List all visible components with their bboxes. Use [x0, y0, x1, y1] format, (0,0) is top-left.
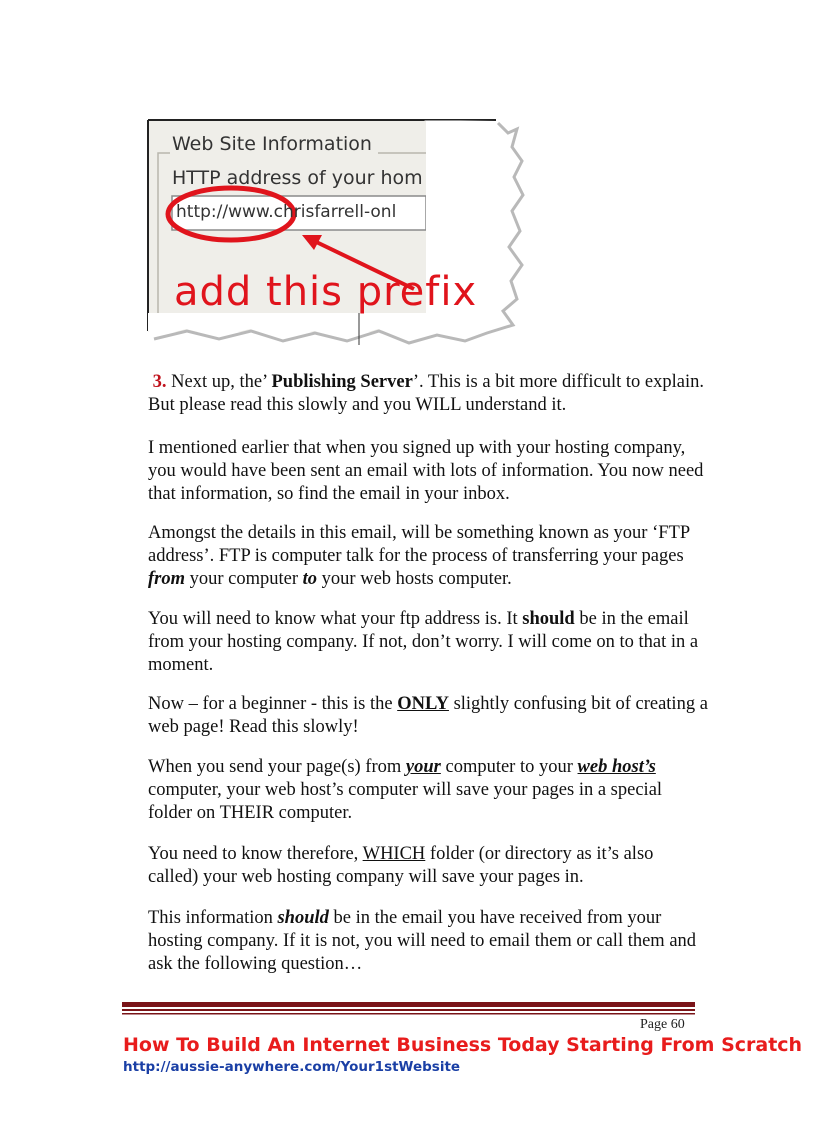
text-run: This information: [148, 908, 278, 928]
page-number: Page 60: [640, 1017, 685, 1032]
paragraph-ftp-know: [148, 608, 708, 677]
text-run: You need to know therefore,: [148, 844, 363, 864]
step-number: 3.: [152, 372, 167, 392]
emphasis-from: from: [148, 569, 185, 589]
paragraph-confusing-bit: [148, 693, 708, 739]
text-run: Now – for a beginner - this is the: [148, 694, 398, 714]
text-run: When you send your page(s) from: [148, 757, 406, 777]
text-run: computer, your web host’s computer will save your pages in a special folder on THEIR computer.: [148, 780, 663, 823]
footer-title: How To Build An Internet Business Today Starting From Scratch: [123, 1034, 803, 1056]
text-run: You will need to know what your ftp address is. It: [148, 609, 523, 629]
publishing-server-term: Publishing Server: [271, 372, 413, 392]
text-run: Amongst the details in this email, will be something known as your ‘FTP address’. FTP is computer talk for the process of transferring your pages: [148, 523, 690, 566]
text-run: folder (or directory as it’s also called) your web hosting company will save your pages in.: [148, 844, 654, 887]
emphasis-should: should: [277, 908, 329, 928]
paragraph-send-pages: [148, 756, 708, 825]
annotation-text: add this prefix: [174, 269, 478, 315]
paragraph-ftp-address: [148, 522, 708, 591]
field-label: HTTP address of your hom: [172, 167, 423, 189]
text-run: your web hosts computer.: [317, 569, 512, 589]
text-run: be in the email you have received from your hosting company. If it is not, you will need to email them or call them and ask the following question…: [148, 908, 697, 974]
panel-label: Web Site Information: [172, 133, 372, 155]
paragraph-step-3: [148, 371, 708, 417]
footer-rule: [122, 1002, 695, 1016]
paragraph-which-folder: [148, 843, 708, 889]
footer-url-link[interactable]: http://aussie-anywhere.com/Your1stWebsite: [123, 1059, 461, 1075]
url-value: http://www.chrisfarrell-onl: [176, 202, 397, 222]
emphasis-which: WHICH: [362, 844, 426, 864]
paragraph-ask-question: [148, 907, 708, 976]
text-run: slightly confusing bit of creating a web page! Read this slowly!: [148, 694, 708, 737]
text-run: computer to your: [440, 757, 578, 777]
emphasis-web-hosts: web host’s: [577, 757, 656, 777]
emphasis-your: your: [405, 757, 441, 777]
text-run: ’. This is a bit more difficult to explain. But please read this slowly and you WILL understand it.: [148, 372, 704, 415]
emphasis-should: should: [522, 609, 575, 629]
text-run: your computer: [185, 569, 303, 589]
text-run: be in the email from your hosting company. If not, don’t worry. I will come on to that in a moment.: [148, 609, 699, 675]
emphasis-to: to: [302, 569, 318, 589]
emphasis-only: ONLY: [397, 694, 449, 714]
text-run: Next up, the’: [166, 372, 272, 392]
screenshot-figure: [146, 117, 526, 345]
paragraph-hosting-email: I mentioned earlier that when you signed up with your hosting company, you would have been sent an email with lots of information. You now need that information, so find the email in your inbox.: [148, 438, 704, 504]
